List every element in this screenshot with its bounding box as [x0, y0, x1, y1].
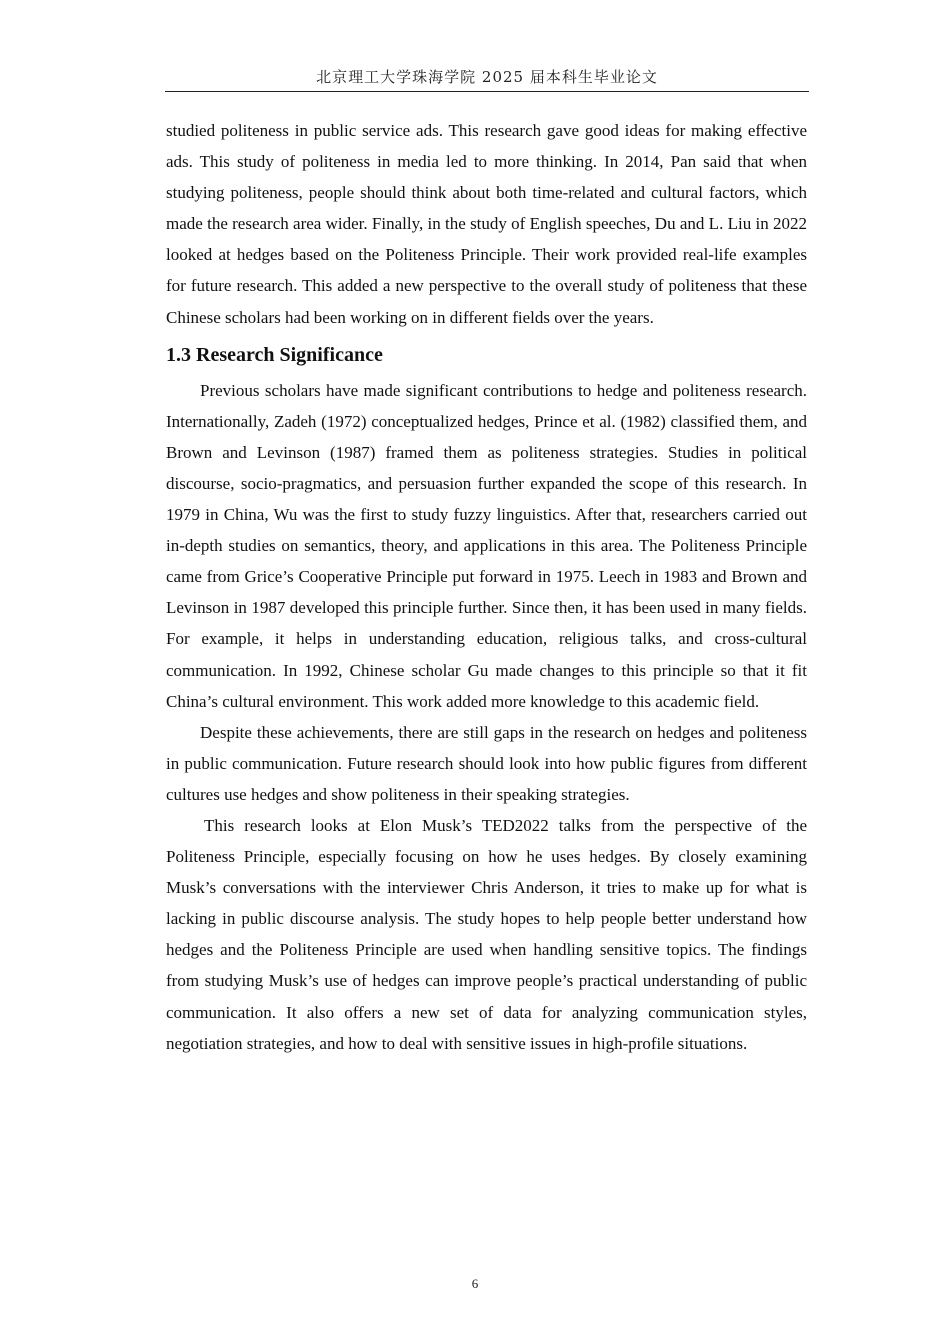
- page-header: 北京理工大学珠海学院 2025 届本科生毕业论文: [165, 66, 809, 92]
- paragraph-intro: studied politeness in public service ads. This research gave good ideas for making effective ads. This study of politeness in media led to more thinking. In 2014, Pan said that when studying politeness, people should think about both time-related and cultural factors, which made the research area wider. Finally, in the study of English speeches, Du and L. Liu in 2022 looked at hedges based on the Politeness Principle. Their work provided real-life examples for future research. This added a new perspective to the overall study of politeness that these Chinese scholars had been working on in different fields over the years.: [166, 121, 807, 327]
- section-heading: 1.3 Research Significance: [166, 343, 383, 366]
- paragraph-previous-scholars: Previous scholars have made significant contributions to hedge and politeness research. Internationally, Zadeh (1972) conceptualized hedges, Prince et al. (1982) classified them, and Brown and Levinson (1987) framed them as politeness strategies. Studies in political discourse, socio-pragmatics, and persuasion further expanded the scope of this research. In 1979 in China, Wu was the first to study fuzzy linguistics. After that, researchers carried out in-depth studies on semantics, theory, and applications in this area. The Politeness Principle came from Grice’s Cooperative Principle put forward in 1975. Leech in 1983 and Brown and Levinson in 1987 developed this principle further. Since then, it has been used in many fields. For example, it helps in understanding education, religious talks, and cross-cultural communication. In 1992, Chinese scholar Gu made changes to this principle so that it fit China’s cultural environment. This work added more knowledge to this academic field.: [166, 380, 807, 711]
- paragraph-research-gaps: Despite these achievements, there are still gaps in the research on hedges and politeness in public communication. Future research should look into how public figures from different cultures use hedges and show politeness in their speaking strategies.: [166, 722, 807, 804]
- paragraph-this-research: This research looks at Elon Musk’s TED2022 talks from the perspective of the Politeness Principle, especially focusing on how he uses hedges. By closely examining Musk’s conversations with the interviewer Chris Anderson, it tries to make up for what is lacking in public discourse analysis. The study hopes to help people better understand how hedges and the Politeness Principle are used when handling sensitive topics. The findings from studying Musk’s use of hedges can improve people’s practical understanding of public communication. It also offers a new set of data for analyzing communication styles, negotiation strategies, and how to deal with sensitive issues in high-profile situations.: [166, 815, 807, 1053]
- thesis-body: [166, 115, 807, 1059]
- page-number: 6: [471, 1276, 479, 1291]
